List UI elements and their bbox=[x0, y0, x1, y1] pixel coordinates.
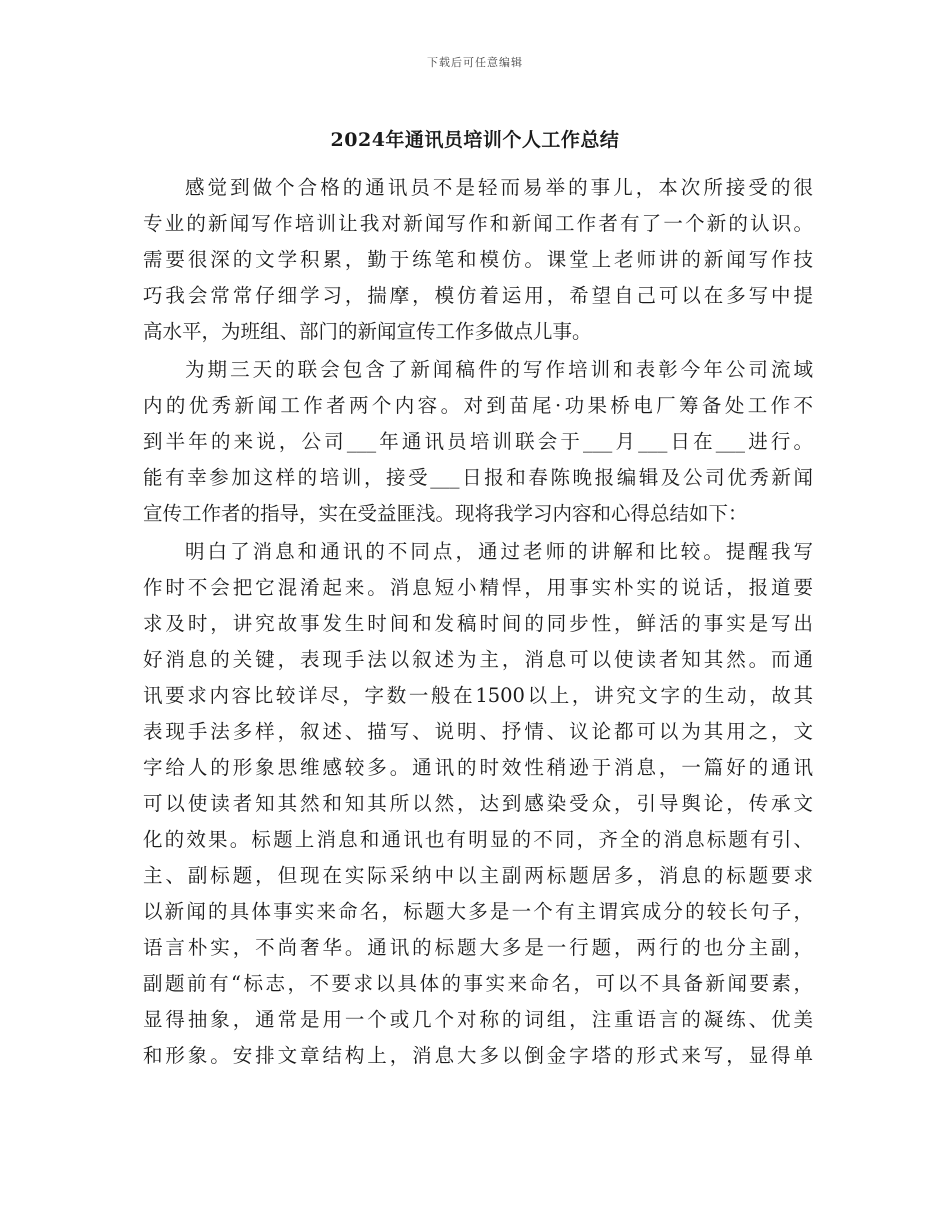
text-line: 明白了消息和通讯的不同点，通过老师的讲解和比较。提醒我写 bbox=[185, 540, 813, 563]
text-line: 副题前有“标志，不要求以具体的事实来命名，可以不具备新闻要素， bbox=[143, 972, 813, 995]
text-line: 巧我会常常仔细学习，揣摩，模仿着运用，希望自己可以在多写中提 bbox=[143, 284, 813, 307]
text-line: 表现手法多样，叙述、描写、说明、抒情、议论都可以为其用之，文 bbox=[143, 720, 813, 743]
text-line: 可以使读者知其然和知其所以然，达到感染受众，引导舆论，传承文 bbox=[143, 792, 813, 815]
text-line: 内的优秀新闻工作者两个内容。对到苗尾·功果桥电厂筹备处工作不 bbox=[143, 394, 813, 417]
text-line: 宣传工作者的指导，实在受益匪浅。现将我学习内容和心得总结如下： bbox=[143, 502, 748, 525]
text-line: 能有幸参加这样的培训，接受___日报和春陈晚报编辑及公司优秀新闻 bbox=[143, 466, 813, 489]
text-line: 以新闻的具体事实来命名，标题大多是一个有主谓宾成分的较长句子， bbox=[143, 900, 813, 923]
document-body bbox=[143, 170, 813, 1074]
text-line: 好消息的关键，表现手法以叙述为主，消息可以使读者知其然。而通 bbox=[143, 648, 813, 671]
text-line: 需要很深的文学积累，勤于练笔和模仿。课堂上老师讲的新闻写作技 bbox=[143, 248, 813, 271]
text-line: 显得抽象，通常是用一个或几个对称的词组，注重语言的凝练、优美 bbox=[143, 1008, 813, 1031]
page-header-note: 下载后可任意编辑 bbox=[427, 56, 523, 69]
text-line: 感觉到做个合格的通讯员不是轻而易举的事儿，本次所接受的很 bbox=[185, 176, 813, 199]
text-line: 和形象。安排文章结构上，消息大多以倒金字塔的形式来写，显得单 bbox=[143, 1044, 813, 1067]
text-line: 主、副标题，但现在实际采纳中以主副两标题居多，消息的标题要求 bbox=[143, 864, 813, 887]
text-line: 求及时，讲究故事发生时间和发稿时间的同步性，鲜活的事实是写出 bbox=[143, 612, 813, 635]
text-line: 专业的新闻写作培训让我对新闻写作和新闻工作者有了一个新的认识。 bbox=[143, 212, 813, 235]
text-line: 化的效果。标题上消息和通讯也有明显的不同，齐全的消息标题有引、 bbox=[143, 828, 813, 851]
text-line: 高水平，为班组、部门的新闻宣传工作多做点儿事。 bbox=[143, 320, 592, 343]
document-title: 2024年通讯员培训个人工作总结 bbox=[330, 129, 620, 151]
text-line: 作时不会把它混淆起来。消息短小精悍，用事实朴实的说话，报道要 bbox=[143, 576, 813, 599]
text-line: 语言朴实，不尚奢华。通讯的标题大多是一行题，两行的也分主副， bbox=[143, 936, 813, 959]
text-line: 到半年的来说，公司___年通讯员培训联会于___月___日在___进行。 bbox=[143, 430, 813, 453]
text-line: 字给人的形象思维感较多。通讯的时效性稍逊于消息，一篇好的通讯 bbox=[143, 756, 813, 779]
text-line: 讯要求内容比较详尽，字数一般在1500以上，讲究文字的生动，故其 bbox=[143, 684, 813, 707]
text-line: 为期三天的联会包含了新闻稿件的写作培训和表彰今年公司流域 bbox=[185, 358, 813, 381]
